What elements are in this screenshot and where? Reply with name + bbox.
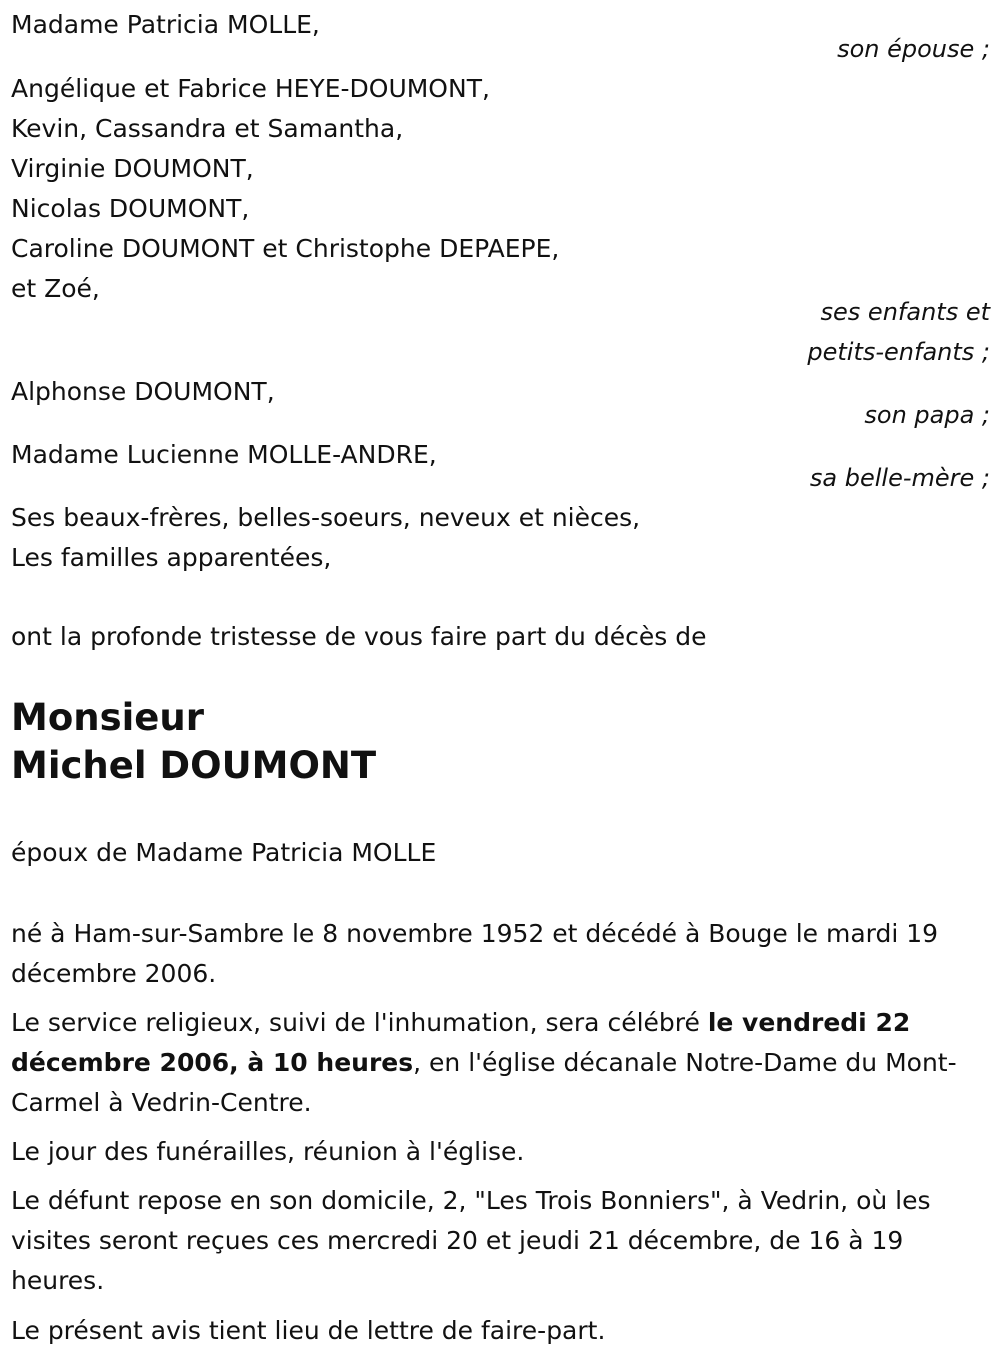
spouse-of-text: époux de Madame Patricia MOLLE: [11, 838, 437, 867]
funeral-day-text: Le jour des funérailles, réunion à l'église.: [11, 1137, 525, 1166]
children-role-line-1: ses enfants et: [820, 298, 990, 326]
service-paragraph: [11, 1003, 989, 1123]
child-name: et Zoé,: [11, 274, 100, 303]
announcement-text: ont la profonde tristesse de vous faire part du décès de: [11, 622, 707, 651]
children-role-line-2: petits-enfants ;: [807, 338, 990, 366]
father-name: Alphonse DOUMONT,: [11, 377, 275, 406]
deceased-name: Michel DOUMONT: [11, 744, 377, 787]
child-name: Angélique et Fabrice HEYE-DOUMONT,: [11, 74, 490, 103]
father-role: son papa ;: [864, 401, 990, 429]
birth-death-paragraph: né à Ham-sur-Sambre le 8 novembre 1952 et décédé à Bouge le mardi 19 décembre 2006.: [11, 919, 939, 988]
child-name: Virginie DOUMONT,: [11, 154, 254, 183]
service-date-time: le vendredi 22 décembre 2006, à 10 heures: [11, 1008, 911, 1077]
visits-paragraph: Le défunt repose en son domicile, 2, "Les Trois Bonniers", à Vedrin, où les visites seront reçues ces mercredi 20 et jeudi 21 décembre, de 16 à 19 heures.: [11, 1186, 931, 1295]
relatives-line: Ses beaux-frères, belles-soeurs, neveux et nièces,: [11, 503, 641, 532]
child-name: Nicolas DOUMONT,: [11, 194, 250, 223]
closing-text: Le présent avis tient lieu de lettre de faire-part.: [11, 1316, 606, 1345]
service-text-before: Le service religieux, suivi de l'inhumation, sera célébré: [11, 1008, 708, 1037]
deceased-title: Monsieur: [11, 696, 204, 739]
relatives-line: Les familles apparentées,: [11, 543, 332, 572]
child-name: Kevin, Cassandra et Samantha,: [11, 114, 404, 143]
mother-in-law-role: sa belle-mère ;: [809, 464, 990, 492]
spouse-name: Madame Patricia MOLLE,: [11, 10, 320, 39]
service-text-after: , en l'église décanale Notre-Dame du Mont-Carmel à Vedrin-Centre.: [11, 1048, 957, 1117]
mother-in-law-name: Madame Lucienne MOLLE-ANDRE,: [11, 440, 437, 469]
spouse-role: son épouse ;: [837, 35, 990, 63]
child-name: Caroline DOUMONT et Christophe DEPAEPE,: [11, 234, 560, 263]
